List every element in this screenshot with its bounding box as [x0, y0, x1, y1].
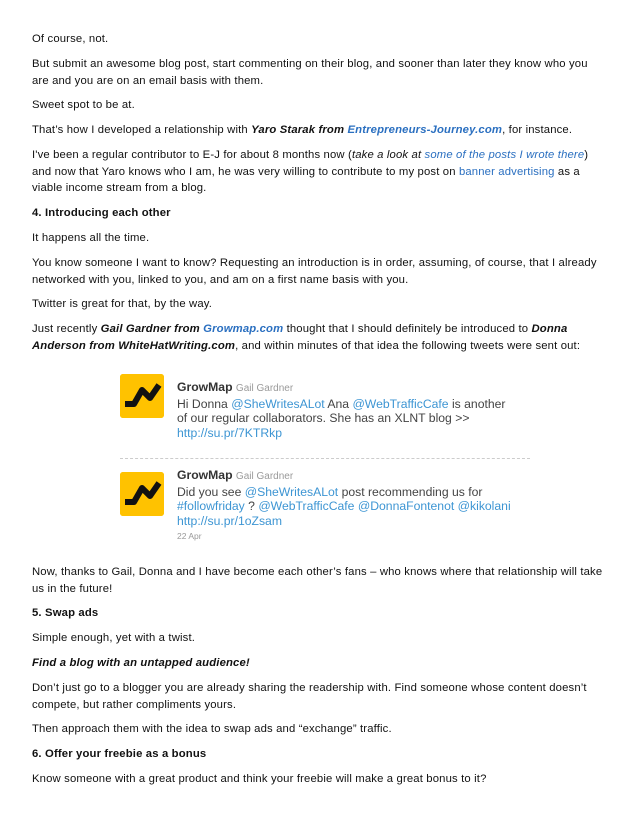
tweet-divider: [120, 458, 530, 459]
tweet-date: 22 Apr: [177, 531, 202, 542]
growmap-link[interactable]: Growmap.com: [203, 323, 284, 335]
paragraph: Then approach them with the idea to swap ads and “exchange” traffic.: [32, 723, 392, 735]
tweet-1: GrowMap Gail Gardner Hi Donna @SheWritesALot Ana @WebTrafficCafe is another of our regular collaborators. She has an XLNT blog >> http://su.pr/7KTRkp: [177, 380, 506, 440]
paragraph: Find a blog with an untapped audience!: [32, 657, 250, 669]
mention-link[interactable]: @SheWritesALot: [244, 484, 339, 499]
section-heading: 5. Swap ads: [32, 607, 99, 619]
mention-link[interactable]: @WebTrafficCafe: [258, 499, 355, 514]
tweets-screenshot: [120, 350, 530, 545]
tweet-url-link[interactable]: http://su.pr/7KTRkp: [177, 425, 282, 440]
paragraph: Don’t just go to a blogger you are already sharing the readership with. Find someone whose content doesn’t compete, but rather compliments yours.: [32, 682, 587, 711]
paragraph: Twitter is great for that, by the way.: [32, 298, 213, 310]
tweet-2: GrowMap Gail Gardner Did you see @SheWritesALot post recommending us for #followfriday ? @WebTrafficCafe @DonnaFontenot @kikolani http://su.pr/1oZsam 22 Apr: [177, 468, 511, 542]
paragraph: You know someone I want to know? Requesting an introduction is in order, assuming, of course, that I already networked with you, linked to you, and am on a first name basis with you.: [32, 257, 597, 286]
paragraph: Just recently Gail Gardner from Growmap.com thought that I should definitely be introduced to Donna Anderson from WhiteHatWriting.com, and within minutes of that idea the following tweets were sent out:: [32, 323, 581, 352]
growmap-logo-icon: [120, 374, 164, 418]
paragraph: It happens all the time.: [32, 232, 150, 244]
paragraph: That’s how I developed a relationship with Yaro Starak from Entrepreneurs-Journey.com, for instance.: [32, 124, 573, 136]
banner-advertising-link[interactable]: banner advertising: [458, 165, 555, 178]
mention-link[interactable]: @DonnaFontenot: [357, 499, 455, 514]
hashtag-link[interactable]: #followfriday: [177, 499, 245, 514]
paragraph: Sweet spot to be at.: [32, 99, 135, 111]
paragraph: I've been a regular contributor to E-J for about 8 months now (take a look at some of the posts I wrote there) and now that Yaro knows who I am, he was very willing to contribute to my post on banner advertising as a viable income stream from a blog.: [32, 149, 589, 194]
entrepreneurs-journey-link[interactable]: Entrepreneurs-Journey.com: [347, 124, 503, 136]
section-heading: 6. Offer your freebie as a bonus: [32, 748, 207, 760]
paragraph: Know someone with a great product and think your freebie will make a great bonus to it?: [32, 773, 487, 785]
paragraph: Of course, not.: [32, 33, 109, 45]
paragraph: Simple enough, yet with a twist.: [32, 632, 196, 644]
mention-link[interactable]: @kikolani: [457, 499, 511, 514]
mention-link[interactable]: @SheWritesALot: [231, 396, 325, 411]
mention-link[interactable]: @WebTrafficCafe: [352, 396, 449, 411]
posts-i-wrote-link[interactable]: some of the posts I wrote there: [424, 149, 585, 161]
growmap-logo-icon: [120, 472, 164, 516]
paragraph: But submit an awesome blog post, start commenting on their blog, and sooner than later they know who you are and you are on an email basis with them.: [32, 58, 588, 87]
section-heading: 4. Introducing each other: [32, 207, 171, 219]
tweet-url-link[interactable]: http://su.pr/1oZsam: [177, 513, 282, 528]
paragraph: Now, thanks to Gail, Donna and I have become each other’s fans – who knows where that relationship will take us in the future!: [32, 566, 603, 595]
